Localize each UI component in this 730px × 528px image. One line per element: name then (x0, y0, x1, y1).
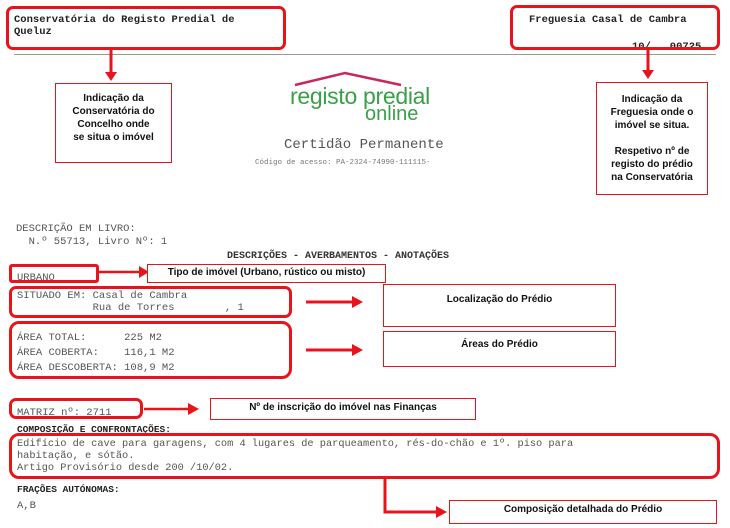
note-matriz: Nº de inscrição do imóvel nas Finanças (210, 398, 476, 420)
descricao-label: DESCRIÇÃO EM LIVRO: (16, 223, 136, 235)
arrow-areas (306, 343, 366, 357)
situado-em: SITUADO EM: Casal de Cambra Rua de Torres , 1 (17, 290, 244, 314)
matriz-highlight (9, 398, 143, 419)
areas: ÁREA TOTAL: 225 M2 ÁREA COBERTA: 116,1 M2 ÁREA DESCOBERTA: 108,9 M2 (17, 332, 175, 374)
composicao-text: Edifício de cave para garagens, com 4 lugares de parqueamento, rés-do-chão e 1º. piso para habitação, e sótão. Artigo Provisório desde 200 /10/02. (17, 438, 574, 474)
descricao-numero: N.º 55713, Livro Nº: 1 (16, 236, 168, 248)
arrow-tipo (99, 265, 151, 279)
composicao-highlight (9, 433, 720, 479)
note-areas: Áreas do Prédio (383, 331, 616, 367)
section-title: DESCRIÇÕES - AVERBAMENTOS - ANOTAÇÕES (227, 251, 450, 262)
note-conservatoria: Indicação da Conservatória do Concelho onde se situa o imóvel (55, 83, 172, 163)
arrow-matriz (144, 402, 202, 416)
arrow-composicao (380, 479, 450, 519)
note-freguesia: Indicação da Freguesia onde o imóvel se situa. Respetivo nº de registo do prédio na Conservatória (596, 82, 708, 195)
areas-highlight (9, 321, 292, 379)
logo-online: online (365, 103, 419, 125)
note-tipo: Tipo de imóvel (Urbano, rústico ou misto) (147, 264, 386, 283)
tipo-highlight (9, 264, 99, 283)
freguesia-header: Freguesia Casal de Cambra (529, 14, 687, 26)
tipo-imovel: URBANO (17, 272, 55, 284)
arrow-localizacao (306, 295, 366, 309)
fracoes-value: A,B (17, 500, 36, 512)
note-localizacao: Localização do Prédio (383, 284, 616, 327)
conservatoria-highlight (6, 6, 286, 50)
arrow-freguesia (641, 50, 655, 80)
matriz: MATRIZ nº: 2711 (17, 407, 112, 419)
fracoes-label: FRAÇÕES AUTÓNOMAS: (17, 484, 120, 495)
arrow-conservatoria (104, 50, 118, 82)
composicao-label: COMPOSIÇÃO E CONFRONTAÇÕES: (17, 424, 171, 435)
header-rule (14, 54, 716, 55)
note-composicao: Composição detalhada do Prédio (449, 500, 717, 524)
situado-highlight (9, 286, 292, 318)
logo-text: registo predial (290, 83, 430, 109)
codigo-acesso: Código de acesso: PA-2324-74990-111115- (255, 159, 431, 167)
certidao-title: Certidão Permanente (284, 137, 444, 153)
freguesia-highlight (510, 5, 720, 50)
conservatoria-header: Conservatória do Registo Predial de Queluz (14, 14, 235, 38)
registo-number: 10/ 00725 (632, 41, 702, 53)
